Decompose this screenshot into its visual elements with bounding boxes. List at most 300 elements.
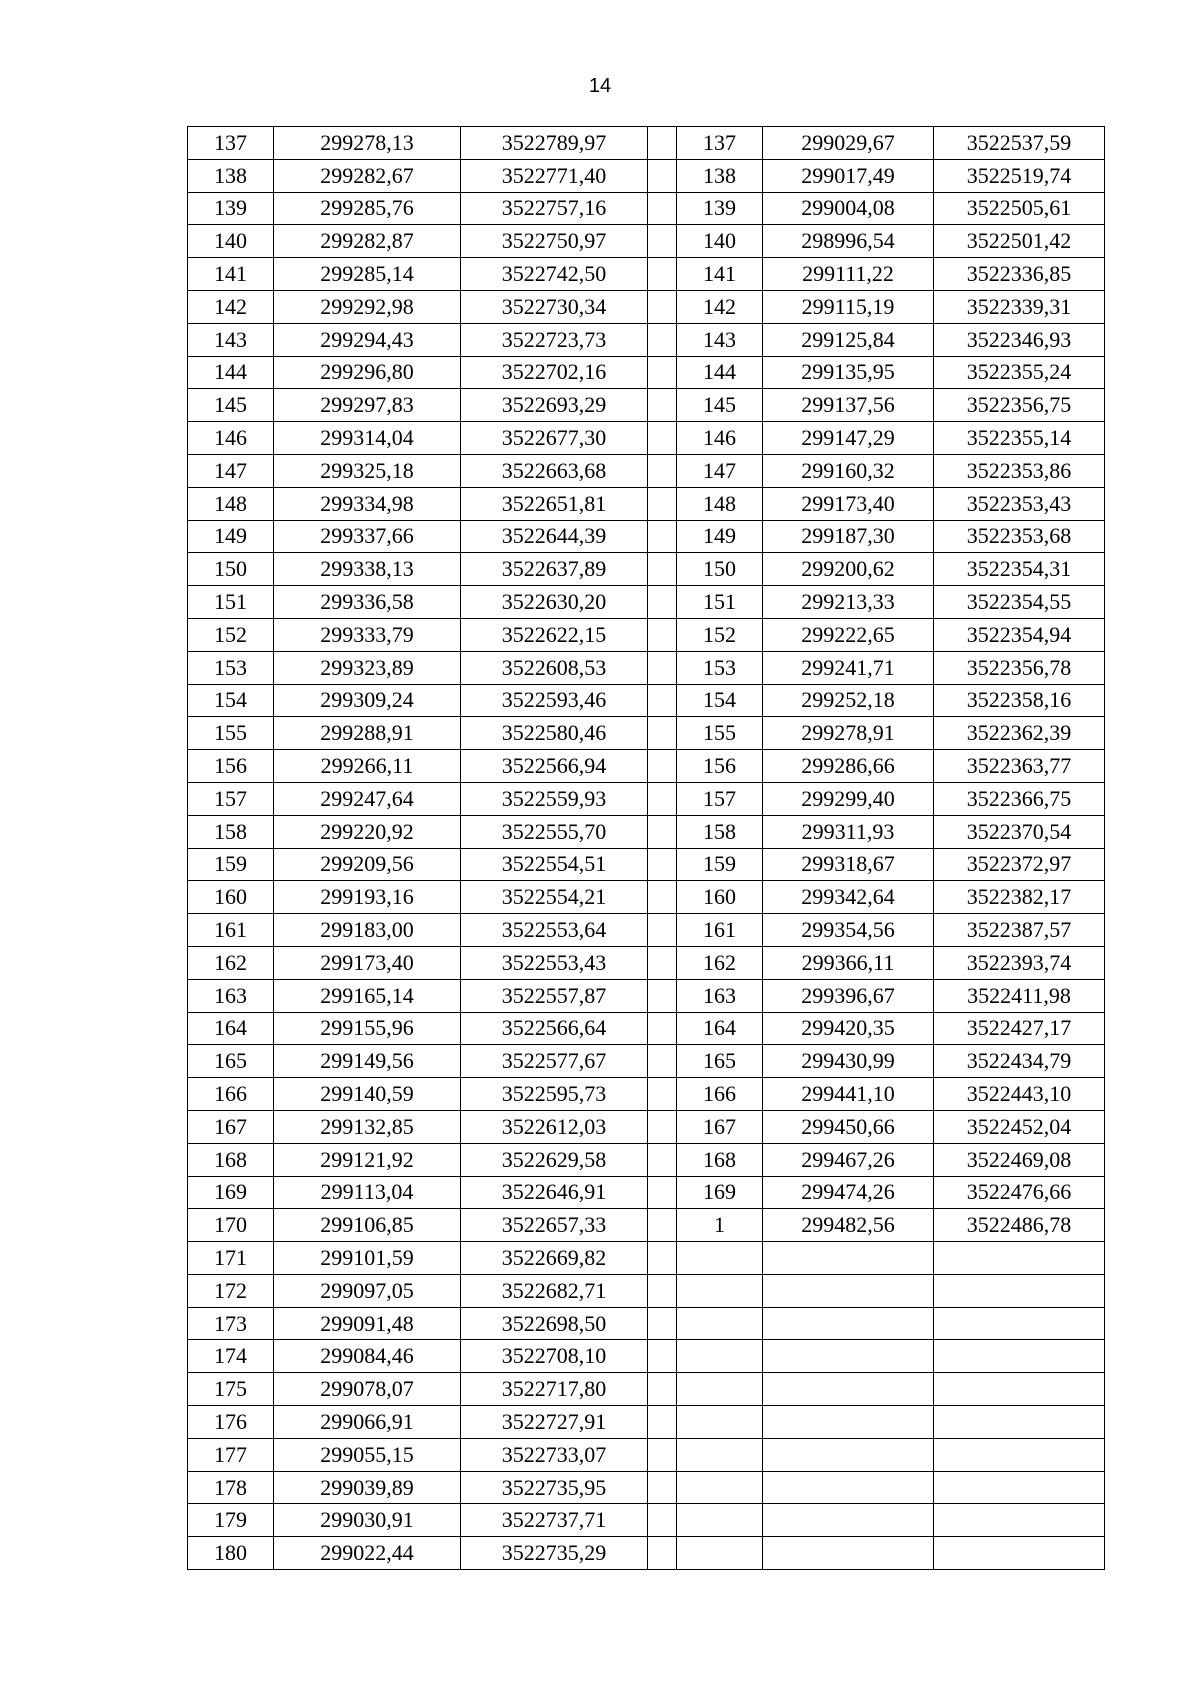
right-x-coordinate-cell: 299222,65 [763, 618, 934, 651]
left-point-number-cell: 173 [188, 1307, 274, 1340]
left-point-number-cell: 137 [188, 127, 274, 160]
separator-cell [648, 258, 677, 291]
left-point-number-cell: 158 [188, 815, 274, 848]
right-y-coordinate-cell [934, 1373, 1105, 1406]
right-x-coordinate-cell: 299441,10 [763, 1078, 934, 1111]
right-point-number-cell: 162 [677, 946, 763, 979]
table-row [188, 159, 1105, 192]
right-y-coordinate-cell: 3522354,55 [934, 586, 1105, 619]
separator-cell [648, 389, 677, 422]
right-point-number-cell [677, 1537, 763, 1570]
right-y-coordinate-cell: 3522355,24 [934, 356, 1105, 389]
separator-cell [648, 323, 677, 356]
left-point-number-cell: 175 [188, 1373, 274, 1406]
left-x-coordinate-cell: 299297,83 [274, 389, 461, 422]
separator-cell [648, 946, 677, 979]
table-row [188, 979, 1105, 1012]
left-x-coordinate-cell: 299066,91 [274, 1406, 461, 1439]
right-x-coordinate-cell [763, 1340, 934, 1373]
separator-cell [648, 1373, 677, 1406]
left-point-number-cell: 150 [188, 553, 274, 586]
left-y-coordinate-cell: 3522757,16 [461, 192, 648, 225]
left-y-coordinate-cell: 3522622,15 [461, 618, 648, 651]
left-y-coordinate-cell: 3522669,82 [461, 1242, 648, 1275]
right-x-coordinate-cell: 299213,33 [763, 586, 934, 619]
left-point-number-cell: 168 [188, 1143, 274, 1176]
table-row [188, 914, 1105, 947]
left-x-coordinate-cell: 299334,98 [274, 487, 461, 520]
table-row [188, 323, 1105, 356]
left-x-coordinate-cell: 299282,87 [274, 225, 461, 258]
right-point-number-cell: 141 [677, 258, 763, 291]
right-point-number-cell [677, 1438, 763, 1471]
left-y-coordinate-cell: 3522723,73 [461, 323, 648, 356]
left-point-number-cell: 151 [188, 586, 274, 619]
right-y-coordinate-cell [934, 1471, 1105, 1504]
separator-cell [648, 782, 677, 815]
right-x-coordinate-cell: 299135,95 [763, 356, 934, 389]
left-point-number-cell: 169 [188, 1176, 274, 1209]
left-y-coordinate-cell: 3522630,20 [461, 586, 648, 619]
left-y-coordinate-cell: 3522644,39 [461, 520, 648, 553]
right-point-number-cell: 167 [677, 1110, 763, 1143]
right-y-coordinate-cell: 3522358,16 [934, 684, 1105, 717]
right-point-number-cell: 157 [677, 782, 763, 815]
left-x-coordinate-cell: 299078,07 [274, 1373, 461, 1406]
right-point-number-cell: 138 [677, 159, 763, 192]
table-row [188, 1307, 1105, 1340]
left-y-coordinate-cell: 3522717,80 [461, 1373, 648, 1406]
right-y-coordinate-cell: 3522355,14 [934, 422, 1105, 455]
right-x-coordinate-cell: 299482,56 [763, 1209, 934, 1242]
left-point-number-cell: 159 [188, 848, 274, 881]
left-y-coordinate-cell: 3522612,03 [461, 1110, 648, 1143]
table-row [188, 1045, 1105, 1078]
left-point-number-cell: 139 [188, 192, 274, 225]
table-row [188, 684, 1105, 717]
right-x-coordinate-cell: 299147,29 [763, 422, 934, 455]
right-point-number-cell: 155 [677, 717, 763, 750]
left-y-coordinate-cell: 3522554,21 [461, 881, 648, 914]
separator-cell [648, 127, 677, 160]
left-x-coordinate-cell: 299106,85 [274, 1209, 461, 1242]
left-y-coordinate-cell: 3522702,16 [461, 356, 648, 389]
left-point-number-cell: 160 [188, 881, 274, 914]
right-x-coordinate-cell: 299342,64 [763, 881, 934, 914]
right-x-coordinate-cell: 299137,56 [763, 389, 934, 422]
left-point-number-cell: 147 [188, 454, 274, 487]
left-point-number-cell: 163 [188, 979, 274, 1012]
left-point-number-cell: 174 [188, 1340, 274, 1373]
right-point-number-cell: 165 [677, 1045, 763, 1078]
right-y-coordinate-cell: 3522476,66 [934, 1176, 1105, 1209]
left-y-coordinate-cell: 3522789,97 [461, 127, 648, 160]
right-x-coordinate-cell: 299420,35 [763, 1012, 934, 1045]
right-y-coordinate-cell: 3522519,74 [934, 159, 1105, 192]
left-x-coordinate-cell: 299022,44 [274, 1537, 461, 1570]
right-y-coordinate-cell: 3522353,68 [934, 520, 1105, 553]
left-y-coordinate-cell: 3522742,50 [461, 258, 648, 291]
table-row [188, 1110, 1105, 1143]
right-point-number-cell [677, 1471, 763, 1504]
right-point-number-cell [677, 1307, 763, 1340]
separator-cell [648, 1307, 677, 1340]
right-x-coordinate-cell: 299318,67 [763, 848, 934, 881]
separator-cell [648, 651, 677, 684]
separator-cell [648, 1438, 677, 1471]
separator-cell [648, 914, 677, 947]
right-y-coordinate-cell: 3522452,04 [934, 1110, 1105, 1143]
left-x-coordinate-cell: 299121,92 [274, 1143, 461, 1176]
separator-cell [648, 979, 677, 1012]
left-y-coordinate-cell: 3522730,34 [461, 290, 648, 323]
left-y-coordinate-cell: 3522708,10 [461, 1340, 648, 1373]
right-x-coordinate-cell: 299200,62 [763, 553, 934, 586]
right-point-number-cell: 164 [677, 1012, 763, 1045]
left-point-number-cell: 144 [188, 356, 274, 389]
table-row [188, 1143, 1105, 1176]
right-y-coordinate-cell [934, 1406, 1105, 1439]
right-x-coordinate-cell [763, 1274, 934, 1307]
left-point-number-cell: 140 [188, 225, 274, 258]
right-x-coordinate-cell: 299241,71 [763, 651, 934, 684]
separator-cell [648, 618, 677, 651]
left-point-number-cell: 176 [188, 1406, 274, 1439]
left-x-coordinate-cell: 299296,80 [274, 356, 461, 389]
left-point-number-cell: 166 [188, 1078, 274, 1111]
right-x-coordinate-cell [763, 1438, 934, 1471]
left-y-coordinate-cell: 3522557,87 [461, 979, 648, 1012]
right-point-number-cell: 1 [677, 1209, 763, 1242]
table-row [188, 454, 1105, 487]
right-y-coordinate-cell: 3522356,75 [934, 389, 1105, 422]
left-x-coordinate-cell: 299030,91 [274, 1504, 461, 1537]
left-x-coordinate-cell: 299285,76 [274, 192, 461, 225]
right-point-number-cell [677, 1504, 763, 1537]
table-row [188, 586, 1105, 619]
right-point-number-cell: 147 [677, 454, 763, 487]
table-row [188, 1209, 1105, 1242]
left-x-coordinate-cell: 299337,66 [274, 520, 461, 553]
right-point-number-cell: 158 [677, 815, 763, 848]
right-y-coordinate-cell: 3522501,42 [934, 225, 1105, 258]
right-x-coordinate-cell: 299125,84 [763, 323, 934, 356]
left-point-number-cell: 149 [188, 520, 274, 553]
right-point-number-cell [677, 1373, 763, 1406]
right-point-number-cell: 166 [677, 1078, 763, 1111]
separator-cell [648, 848, 677, 881]
left-x-coordinate-cell: 299292,98 [274, 290, 461, 323]
right-y-coordinate-cell: 3522505,61 [934, 192, 1105, 225]
left-point-number-cell: 165 [188, 1045, 274, 1078]
separator-cell [648, 1176, 677, 1209]
right-point-number-cell: 150 [677, 553, 763, 586]
left-point-number-cell: 138 [188, 159, 274, 192]
left-y-coordinate-cell: 3522577,67 [461, 1045, 648, 1078]
right-x-coordinate-cell: 299299,40 [763, 782, 934, 815]
right-point-number-cell: 139 [677, 192, 763, 225]
right-x-coordinate-cell [763, 1373, 934, 1406]
left-point-number-cell: 154 [188, 684, 274, 717]
left-y-coordinate-cell: 3522580,46 [461, 717, 648, 750]
left-x-coordinate-cell: 299084,46 [274, 1340, 461, 1373]
right-x-coordinate-cell: 299115,19 [763, 290, 934, 323]
left-x-coordinate-cell: 299183,00 [274, 914, 461, 947]
left-y-coordinate-cell: 3522735,29 [461, 1537, 648, 1570]
left-x-coordinate-cell: 299091,48 [274, 1307, 461, 1340]
right-y-coordinate-cell: 3522339,31 [934, 290, 1105, 323]
separator-cell [648, 553, 677, 586]
left-y-coordinate-cell: 3522693,29 [461, 389, 648, 422]
left-y-coordinate-cell: 3522727,91 [461, 1406, 648, 1439]
separator-cell [648, 1504, 677, 1537]
table-row [188, 487, 1105, 520]
table-row [188, 1406, 1105, 1439]
right-x-coordinate-cell: 299366,11 [763, 946, 934, 979]
right-point-number-cell: 146 [677, 422, 763, 455]
left-x-coordinate-cell: 299097,05 [274, 1274, 461, 1307]
right-y-coordinate-cell: 3522354,94 [934, 618, 1105, 651]
left-y-coordinate-cell: 3522682,71 [461, 1274, 648, 1307]
right-x-coordinate-cell: 299354,56 [763, 914, 934, 947]
left-y-coordinate-cell: 3522566,64 [461, 1012, 648, 1045]
right-point-number-cell: 169 [677, 1176, 763, 1209]
right-point-number-cell: 161 [677, 914, 763, 947]
right-y-coordinate-cell: 3522366,75 [934, 782, 1105, 815]
right-point-number-cell [677, 1242, 763, 1275]
left-x-coordinate-cell: 299266,11 [274, 750, 461, 783]
left-x-coordinate-cell: 299155,96 [274, 1012, 461, 1045]
left-x-coordinate-cell: 299247,64 [274, 782, 461, 815]
right-x-coordinate-cell: 299004,08 [763, 192, 934, 225]
left-point-number-cell: 142 [188, 290, 274, 323]
right-point-number-cell: 142 [677, 290, 763, 323]
left-point-number-cell: 157 [188, 782, 274, 815]
right-y-coordinate-cell: 3522382,17 [934, 881, 1105, 914]
right-point-number-cell: 148 [677, 487, 763, 520]
left-y-coordinate-cell: 3522750,97 [461, 225, 648, 258]
separator-cell [648, 586, 677, 619]
left-y-coordinate-cell: 3522608,53 [461, 651, 648, 684]
right-y-coordinate-cell: 3522336,85 [934, 258, 1105, 291]
left-x-coordinate-cell: 299338,13 [274, 553, 461, 586]
right-y-coordinate-cell: 3522353,43 [934, 487, 1105, 520]
right-y-coordinate-cell: 3522387,57 [934, 914, 1105, 947]
left-point-number-cell: 170 [188, 1209, 274, 1242]
separator-cell [648, 1110, 677, 1143]
left-x-coordinate-cell: 299220,92 [274, 815, 461, 848]
right-y-coordinate-cell [934, 1537, 1105, 1570]
left-x-coordinate-cell: 299209,56 [274, 848, 461, 881]
left-point-number-cell: 152 [188, 618, 274, 651]
left-x-coordinate-cell: 299149,56 [274, 1045, 461, 1078]
right-point-number-cell: 149 [677, 520, 763, 553]
right-x-coordinate-cell: 299111,22 [763, 258, 934, 291]
separator-cell [648, 1471, 677, 1504]
table-row [188, 1438, 1105, 1471]
right-y-coordinate-cell: 3522353,86 [934, 454, 1105, 487]
left-x-coordinate-cell: 299101,59 [274, 1242, 461, 1275]
separator-cell [648, 422, 677, 455]
left-x-coordinate-cell: 299314,04 [274, 422, 461, 455]
table-row [188, 356, 1105, 389]
left-y-coordinate-cell: 3522559,93 [461, 782, 648, 815]
left-y-coordinate-cell: 3522733,07 [461, 1438, 648, 1471]
left-point-number-cell: 162 [188, 946, 274, 979]
left-y-coordinate-cell: 3522553,43 [461, 946, 648, 979]
table-row [188, 290, 1105, 323]
left-x-coordinate-cell: 299323,89 [274, 651, 461, 684]
right-y-coordinate-cell: 3522537,59 [934, 127, 1105, 160]
right-y-coordinate-cell: 3522363,77 [934, 750, 1105, 783]
left-x-coordinate-cell: 299193,16 [274, 881, 461, 914]
table-row [188, 946, 1105, 979]
left-x-coordinate-cell: 299325,18 [274, 454, 461, 487]
coordinates-table [187, 126, 1105, 1570]
right-point-number-cell: 137 [677, 127, 763, 160]
separator-cell [648, 1045, 677, 1078]
right-x-coordinate-cell: 299450,66 [763, 1110, 934, 1143]
table-row [188, 717, 1105, 750]
right-x-coordinate-cell: 299286,66 [763, 750, 934, 783]
separator-cell [648, 717, 677, 750]
right-x-coordinate-cell: 299396,67 [763, 979, 934, 1012]
left-x-coordinate-cell: 299294,43 [274, 323, 461, 356]
right-point-number-cell: 163 [677, 979, 763, 1012]
left-y-coordinate-cell: 3522677,30 [461, 422, 648, 455]
left-point-number-cell: 172 [188, 1274, 274, 1307]
separator-cell [648, 1012, 677, 1045]
separator-cell [648, 520, 677, 553]
right-y-coordinate-cell: 3522354,31 [934, 553, 1105, 586]
right-point-number-cell: 140 [677, 225, 763, 258]
separator-cell [648, 487, 677, 520]
right-y-coordinate-cell: 3522486,78 [934, 1209, 1105, 1242]
separator-cell [648, 1274, 677, 1307]
right-y-coordinate-cell: 3522469,08 [934, 1143, 1105, 1176]
right-x-coordinate-cell [763, 1406, 934, 1439]
left-point-number-cell: 164 [188, 1012, 274, 1045]
left-y-coordinate-cell: 3522637,89 [461, 553, 648, 586]
left-point-number-cell: 171 [188, 1242, 274, 1275]
left-y-coordinate-cell: 3522735,95 [461, 1471, 648, 1504]
right-point-number-cell [677, 1274, 763, 1307]
separator-cell [648, 1078, 677, 1111]
right-point-number-cell: 168 [677, 1143, 763, 1176]
right-point-number-cell: 153 [677, 651, 763, 684]
table-row [188, 815, 1105, 848]
right-y-coordinate-cell [934, 1438, 1105, 1471]
table-row [188, 225, 1105, 258]
left-point-number-cell: 179 [188, 1504, 274, 1537]
page-number: 14 [588, 75, 612, 97]
separator-cell [648, 1143, 677, 1176]
right-x-coordinate-cell: 299252,18 [763, 684, 934, 717]
table-row [188, 1274, 1105, 1307]
right-y-coordinate-cell: 3522443,10 [934, 1078, 1105, 1111]
left-y-coordinate-cell: 3522771,40 [461, 159, 648, 192]
separator-cell [648, 750, 677, 783]
left-x-coordinate-cell: 299282,67 [274, 159, 461, 192]
right-y-coordinate-cell: 3522372,97 [934, 848, 1105, 881]
table-row [188, 1373, 1105, 1406]
separator-cell [648, 1242, 677, 1275]
right-point-number-cell: 145 [677, 389, 763, 422]
left-y-coordinate-cell: 3522657,33 [461, 1209, 648, 1242]
left-y-coordinate-cell: 3522651,81 [461, 487, 648, 520]
separator-cell [648, 1537, 677, 1570]
right-y-coordinate-cell [934, 1242, 1105, 1275]
table-row [188, 618, 1105, 651]
separator-cell [648, 225, 677, 258]
right-point-number-cell: 156 [677, 750, 763, 783]
coordinates-table-body [188, 127, 1105, 1570]
left-x-coordinate-cell: 299165,14 [274, 979, 461, 1012]
left-x-coordinate-cell: 299039,89 [274, 1471, 461, 1504]
right-x-coordinate-cell: 299173,40 [763, 487, 934, 520]
separator-cell [648, 684, 677, 717]
table-row [188, 750, 1105, 783]
left-point-number-cell: 146 [188, 422, 274, 455]
left-x-coordinate-cell: 299113,04 [274, 1176, 461, 1209]
left-point-number-cell: 155 [188, 717, 274, 750]
table-row [188, 422, 1105, 455]
left-y-coordinate-cell: 3522555,70 [461, 815, 648, 848]
left-y-coordinate-cell: 3522595,73 [461, 1078, 648, 1111]
left-y-coordinate-cell: 3522646,91 [461, 1176, 648, 1209]
left-point-number-cell: 167 [188, 1110, 274, 1143]
right-point-number-cell [677, 1340, 763, 1373]
left-y-coordinate-cell: 3522554,51 [461, 848, 648, 881]
left-y-coordinate-cell: 3522663,68 [461, 454, 648, 487]
right-point-number-cell: 143 [677, 323, 763, 356]
separator-cell [648, 881, 677, 914]
table-row [188, 1242, 1105, 1275]
separator-cell [648, 1340, 677, 1373]
right-y-coordinate-cell: 3522362,39 [934, 717, 1105, 750]
right-y-coordinate-cell [934, 1274, 1105, 1307]
left-y-coordinate-cell: 3522553,64 [461, 914, 648, 947]
left-y-coordinate-cell: 3522737,71 [461, 1504, 648, 1537]
left-x-coordinate-cell: 299278,13 [274, 127, 461, 160]
right-x-coordinate-cell [763, 1504, 934, 1537]
right-y-coordinate-cell [934, 1340, 1105, 1373]
left-x-coordinate-cell: 299288,91 [274, 717, 461, 750]
right-x-coordinate-cell: 299311,93 [763, 815, 934, 848]
left-point-number-cell: 141 [188, 258, 274, 291]
separator-cell [648, 1406, 677, 1439]
left-point-number-cell: 180 [188, 1537, 274, 1570]
separator-cell [648, 454, 677, 487]
right-point-number-cell: 160 [677, 881, 763, 914]
left-x-coordinate-cell: 299333,79 [274, 618, 461, 651]
left-y-coordinate-cell: 3522566,94 [461, 750, 648, 783]
right-y-coordinate-cell [934, 1504, 1105, 1537]
separator-cell [648, 356, 677, 389]
right-y-coordinate-cell: 3522370,54 [934, 815, 1105, 848]
table-row [188, 1340, 1105, 1373]
right-x-coordinate-cell [763, 1471, 934, 1504]
left-x-coordinate-cell: 299055,15 [274, 1438, 461, 1471]
left-x-coordinate-cell: 299173,40 [274, 946, 461, 979]
right-x-coordinate-cell [763, 1537, 934, 1570]
table-row [188, 881, 1105, 914]
right-point-number-cell: 152 [677, 618, 763, 651]
left-point-number-cell: 148 [188, 487, 274, 520]
right-y-coordinate-cell: 3522346,93 [934, 323, 1105, 356]
right-x-coordinate-cell: 299029,67 [763, 127, 934, 160]
right-point-number-cell: 159 [677, 848, 763, 881]
